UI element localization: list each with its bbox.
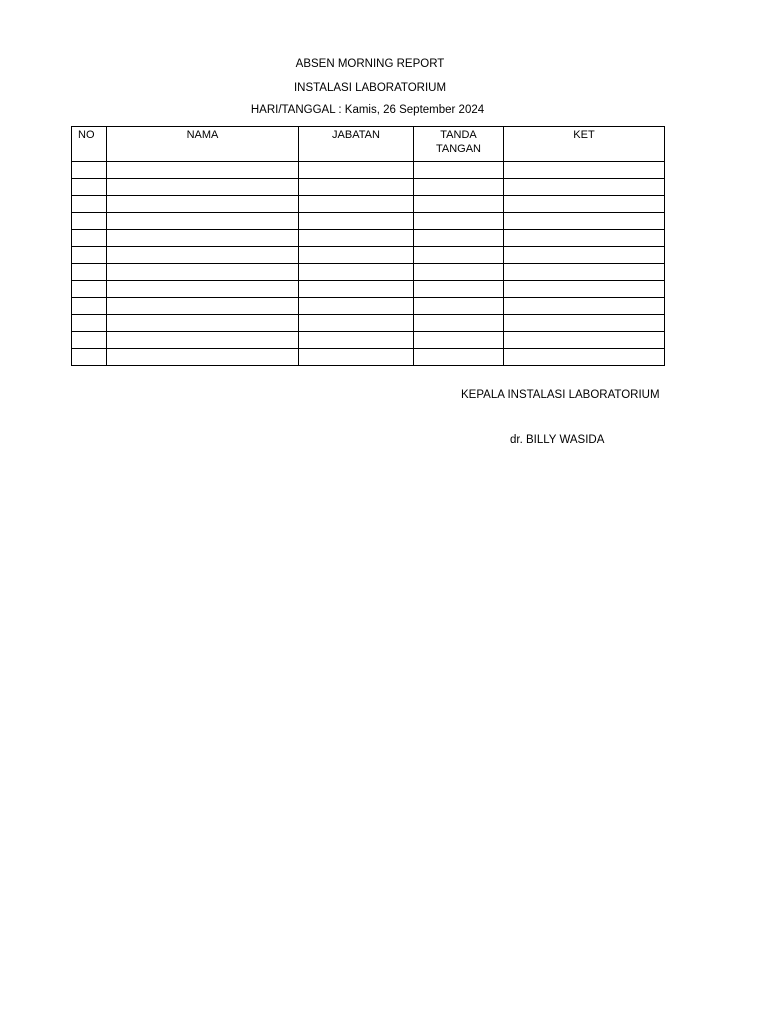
cell-jabatan	[299, 213, 414, 230]
cell-no	[72, 247, 107, 264]
cell-tanda-tangan	[414, 332, 504, 349]
cell-tanda-tangan	[414, 298, 504, 315]
cell-ket	[504, 179, 665, 196]
cell-jabatan	[299, 179, 414, 196]
cell-ket	[504, 264, 665, 281]
cell-no	[72, 349, 107, 366]
table-row	[72, 230, 665, 247]
cell-nama	[107, 349, 299, 366]
cell-jabatan	[299, 196, 414, 213]
cell-tanda-tangan	[414, 196, 504, 213]
cell-ket	[504, 213, 665, 230]
cell-tanda-tangan	[414, 162, 504, 179]
cell-ket	[504, 247, 665, 264]
table-row	[72, 247, 665, 264]
table-header-row	[72, 127, 665, 162]
table-row	[72, 281, 665, 298]
header-nama: NAMA	[107, 127, 299, 162]
header-jabatan: JABATAN	[299, 127, 414, 162]
table-row	[72, 264, 665, 281]
cell-no	[72, 264, 107, 281]
header-ket: KET	[504, 127, 665, 162]
date-line: HARI/TANGGAL : Kamis, 26 September 2024	[250, 104, 485, 116]
cell-ket	[504, 281, 665, 298]
cell-jabatan	[299, 315, 414, 332]
cell-jabatan	[299, 162, 414, 179]
cell-jabatan	[299, 298, 414, 315]
table-row	[72, 162, 665, 179]
cell-jabatan	[299, 264, 414, 281]
cell-nama	[107, 247, 299, 264]
cell-tanda-tangan	[414, 230, 504, 247]
cell-nama	[107, 196, 299, 213]
cell-tanda-tangan	[414, 247, 504, 264]
cell-nama	[107, 315, 299, 332]
cell-tanda-tangan	[414, 213, 504, 230]
header-tanda-tangan-line1: TANDA	[440, 129, 477, 141]
cell-nama	[107, 264, 299, 281]
cell-jabatan	[299, 281, 414, 298]
table-row	[72, 298, 665, 315]
table-row	[72, 315, 665, 332]
table-row	[72, 213, 665, 230]
cell-ket	[504, 230, 665, 247]
cell-ket	[504, 332, 665, 349]
header-tanda-tangan	[414, 127, 504, 162]
cell-ket	[504, 298, 665, 315]
cell-no	[72, 230, 107, 247]
cell-nama	[107, 213, 299, 230]
cell-nama	[107, 298, 299, 315]
cell-no	[72, 179, 107, 196]
cell-nama	[107, 332, 299, 349]
attendance-table-body	[72, 162, 665, 366]
cell-ket	[504, 196, 665, 213]
table-row	[72, 332, 665, 349]
table-row	[72, 179, 665, 196]
attendance-table	[71, 126, 665, 366]
cell-ket	[504, 349, 665, 366]
cell-tanda-tangan	[414, 264, 504, 281]
cell-no	[72, 298, 107, 315]
cell-jabatan	[299, 332, 414, 349]
header-tanda-tangan-line2: TANGAN	[435, 143, 482, 155]
cell-ket	[504, 162, 665, 179]
cell-nama	[107, 179, 299, 196]
cell-nama	[107, 162, 299, 179]
cell-nama	[107, 281, 299, 298]
table-row	[72, 349, 665, 366]
cell-tanda-tangan	[414, 179, 504, 196]
cell-tanda-tangan	[414, 281, 504, 298]
department-name: INSTALASI LABORATORIUM	[293, 82, 447, 94]
header-no: NO	[72, 127, 107, 162]
cell-ket	[504, 315, 665, 332]
document-title: ABSEN MORNING REPORT	[295, 58, 445, 70]
cell-no	[72, 281, 107, 298]
cell-tanda-tangan	[414, 349, 504, 366]
table-row	[72, 196, 665, 213]
cell-no	[72, 162, 107, 179]
cell-no	[72, 315, 107, 332]
cell-nama	[107, 230, 299, 247]
cell-jabatan	[299, 247, 414, 264]
cell-jabatan	[299, 230, 414, 247]
signature-title: KEPALA INSTALASI LABORATORIUM	[461, 389, 660, 401]
cell-jabatan	[299, 349, 414, 366]
signature-name: dr. BILLY WASIDA	[510, 434, 605, 446]
cell-tanda-tangan	[414, 315, 504, 332]
cell-no	[72, 213, 107, 230]
cell-no	[72, 196, 107, 213]
cell-no	[72, 332, 107, 349]
